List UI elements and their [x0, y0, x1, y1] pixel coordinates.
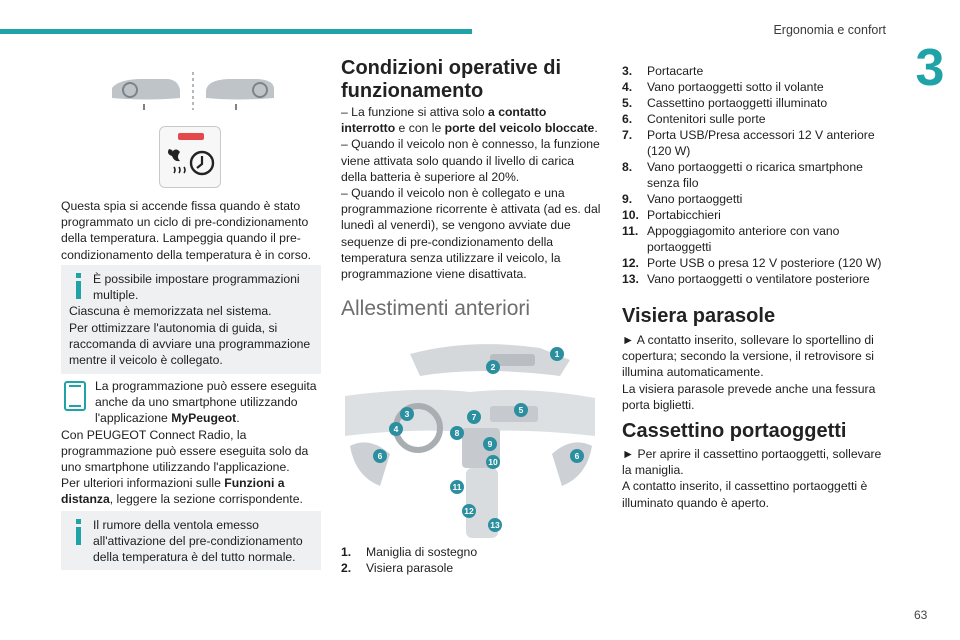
- svg-text:3: 3: [404, 409, 410, 419]
- info-line-1: È possibile impostare programmazioni multiple.: [93, 272, 300, 303]
- list-item: [622, 207, 884, 223]
- condition-1-end: .: [594, 121, 598, 136]
- item-number: 5.: [622, 96, 633, 110]
- item-label: Vano portaoggetti sotto il volante: [647, 80, 824, 94]
- item-number: 7.: [622, 128, 633, 142]
- item-number: 4.: [622, 80, 633, 94]
- item-number: 3.: [622, 64, 633, 78]
- info-box-fan-noise: [61, 511, 321, 570]
- item-number: 13.: [622, 272, 639, 286]
- smartphone-note: [61, 378, 323, 508]
- condition-2: – Quando il veicolo non è connesso, la funzione viene attivata solo quando il livello di carica della batteria è superiore al 20%.: [341, 137, 600, 184]
- item-label: Vano portaoggetti: [647, 192, 743, 206]
- svg-text:11: 11: [452, 482, 462, 492]
- operating-conditions: [341, 104, 603, 282]
- item-label: Maniglia di sostegno: [366, 545, 478, 559]
- heading-operating-conditions: Condizioni operative di funzionamento: [341, 57, 562, 102]
- item-label: Vano portaoggetti o ricarica smartphone senza filo: [647, 160, 863, 190]
- sun-visor-instruction: ► A contatto inserito, sollevare lo sportellino di copertura; secondo la versione, il retrovisore si illumina automaticamente.: [622, 333, 874, 380]
- heading-glovebox: Cassettino portaoggetti: [622, 420, 847, 442]
- smartphone-text-a: La programmazione può essere eseguita anche da uno smartphone utilizzando l'applicazione: [95, 379, 317, 426]
- remote-functions-link: Funzioni a distanza: [61, 476, 285, 507]
- svg-text:6: 6: [377, 451, 383, 461]
- heading-sun-visor: Visiera parasole: [622, 305, 776, 327]
- warning-light-description: Questa spia si accende fissa quando è stato programmato un ciclo di pre-condizionamento della temperatura. Lampeggia quando il pre-condizionamento della temperatura è in corso.: [61, 199, 311, 262]
- condition-1-bold-a: a contatto interrotto: [341, 105, 547, 136]
- svg-text:2: 2: [490, 362, 496, 372]
- glovebox-section: [622, 446, 884, 511]
- chapter-number: 3: [915, 39, 945, 97]
- sun-visor-section: [622, 332, 884, 413]
- heading-front-fittings: Allestimenti anteriori: [341, 297, 531, 320]
- item-number: 8.: [622, 160, 633, 174]
- item-number: 10.: [622, 208, 639, 222]
- svg-text:9: 9: [487, 439, 493, 449]
- item-label: Porta USB/Presa accessori 12 V anteriore (120 W): [647, 128, 875, 158]
- info-icon: [70, 519, 88, 545]
- item-label: Porte USB o presa 12 V posteriore (120 W): [647, 256, 882, 270]
- svg-text:7: 7: [471, 412, 477, 422]
- item-number: 6.: [622, 112, 633, 126]
- condition-1-text-b: e con le: [395, 121, 445, 136]
- car-schematic-illustration: [108, 70, 278, 112]
- front-fittings-list-a: [341, 544, 603, 576]
- list-item: [622, 111, 884, 127]
- list-item: [622, 191, 884, 207]
- list-item: [622, 159, 884, 191]
- svg-text:13: 13: [490, 520, 500, 530]
- item-number: 12.: [622, 256, 639, 270]
- remote-functions-text-a: Per ulteriori informazioni sulle: [61, 476, 225, 491]
- info-icon: [70, 273, 88, 299]
- info-line-3: Per ottimizzare l'autonomia di guida, si raccomanda di avviare una programmazione mentre il veicolo è collegato.: [69, 320, 311, 368]
- info-line-2: Ciascuna è memorizzata nel sistema.: [69, 304, 272, 319]
- smartphone-text-c: .: [236, 411, 240, 426]
- svg-text:6: 6: [574, 451, 580, 461]
- svg-text:5: 5: [518, 405, 524, 415]
- header-accent-bar: [0, 29, 472, 34]
- list-item: [341, 560, 603, 576]
- fan-noise-text: Il rumore della ventola emesso all'attivazione del pre-condizionamento della temperatura è del tutto normale.: [93, 518, 303, 565]
- item-label: Portacarte: [647, 64, 704, 78]
- list-item: [341, 544, 603, 560]
- condition-1-text: – La funzione si attiva solo: [341, 105, 489, 119]
- item-label: Appoggiagomito anteriore con vano portaoggetti: [647, 224, 840, 254]
- item-number: 1.: [341, 545, 352, 559]
- svg-text:8: 8: [454, 428, 460, 438]
- list-item: [622, 63, 884, 79]
- preconditioning-warning-light-icon: [159, 126, 221, 188]
- list-item: [622, 95, 884, 111]
- svg-text:10: 10: [488, 457, 498, 467]
- list-item: [622, 79, 884, 95]
- item-number: 9.: [622, 192, 633, 206]
- item-label: Cassettino portaoggetti illuminato: [647, 96, 828, 110]
- item-number: 2.: [341, 561, 352, 575]
- smartphone-icon: [64, 381, 86, 411]
- svg-text:4: 4: [393, 424, 399, 434]
- front-fittings-diagram: [340, 336, 602, 540]
- app-name: MyPeugeot: [171, 411, 237, 426]
- remote-functions-text-c: , leggere la sezione corrispondente.: [109, 492, 303, 507]
- item-number: 11.: [622, 224, 639, 238]
- page-number: 63: [914, 608, 928, 622]
- item-label: Visiera parasole: [366, 561, 454, 575]
- info-box-programming: [61, 265, 321, 374]
- front-fittings-list-b: [622, 63, 884, 287]
- item-label: Contenitori sulle porte: [647, 112, 766, 126]
- list-item: [622, 255, 884, 271]
- list-item: [622, 127, 884, 159]
- svg-text:1: 1: [554, 349, 560, 359]
- glovebox-instruction: ► Per aprire il cassettino portaoggetti, sollevare la maniglia.: [622, 447, 882, 478]
- condition-1: [341, 104, 603, 136]
- item-label: Vano portaoggetti o ventilatore posteriore: [647, 272, 870, 286]
- connect-radio-note: Con PEUGEOT Connect Radio, la programmazione può essere eseguita solo da uno smartphone utilizzando l'applicazione.: [61, 427, 309, 475]
- glovebox-lighting: A contatto inserito, il cassettino portaoggetti è illuminato quando è aperto.: [622, 479, 868, 510]
- condition-3: – Quando il veicolo non è collegato e una programmazione ricorrente è attivata (ad es. dal lunedì al venerdì), se vengono avviate due sequenze di pre-condizionamento della temperatura senza utilizzare il veicolo, la programmazione viene disattivata.: [341, 186, 601, 282]
- list-item: [622, 271, 884, 287]
- section-title: Ergonomia e confort: [773, 23, 886, 37]
- sun-visor-ticket-slot: La visiera parasole prevede anche una fessura porta biglietti.: [622, 381, 876, 412]
- item-label: Portabicchieri: [647, 208, 721, 222]
- condition-1-bold-b: porte del veicolo bloccate: [444, 121, 595, 136]
- svg-text:12: 12: [464, 506, 474, 516]
- list-item: [622, 223, 884, 255]
